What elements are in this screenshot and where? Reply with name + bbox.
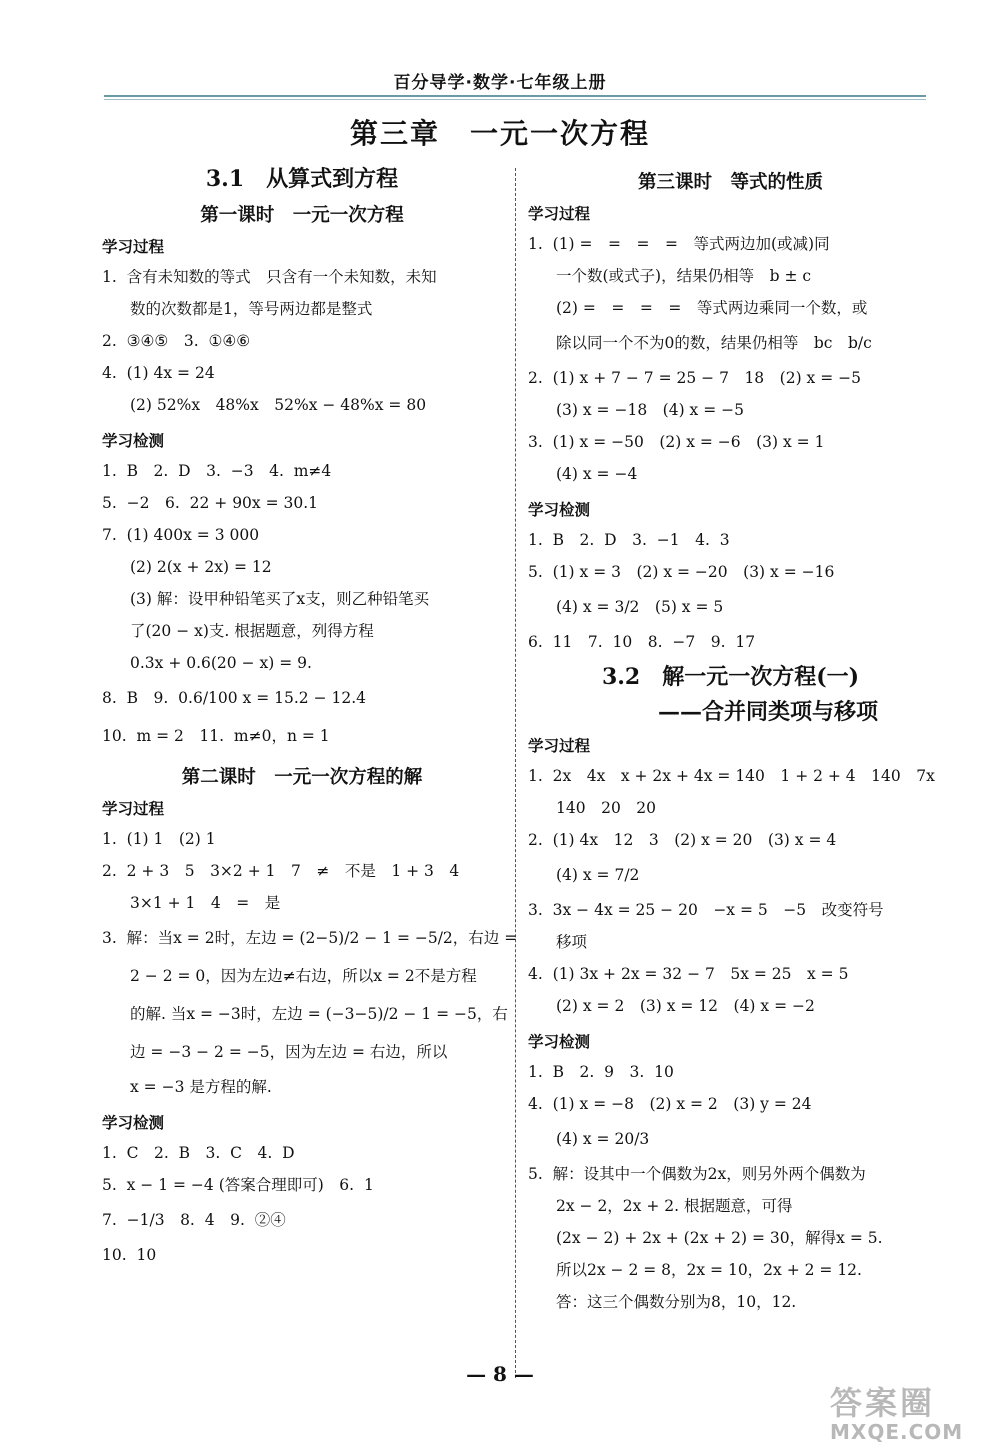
- answer-line: 数的次数都是1，等号两边都是整式: [130, 300, 373, 318]
- answer-line: 7. −1/3 8. 4 9. ②④: [102, 1211, 286, 1229]
- answer-line: 8. B 9. 0.6/100 x = 15.2 − 12.4: [102, 689, 367, 707]
- answer-line: 0.3x + 0.6(20 − x) = 9.: [130, 654, 312, 672]
- answer-line: 7. (1) 400x = 3 000: [102, 526, 260, 544]
- answer-line: 1. 2x 4x x + 2x + 4x = 140 1 + 2 + 4 140 7x: [528, 767, 935, 785]
- answer-line: 2 − 2 = 0，因为左边≠右边，所以x = 2不是方程: [130, 967, 477, 985]
- column-divider: [515, 168, 516, 1378]
- book-header-title: 百分导学·数学·七年级上册: [393, 73, 607, 93]
- answer-line: 140 20 20: [556, 799, 657, 817]
- answer-line: 5. 解：设其中一个偶数为2x，则另外两个偶数为: [528, 1165, 866, 1183]
- answer-line: 5. (1) x = 3 (2) x = −20 (3) x = −16: [528, 563, 835, 581]
- process-label: 学习过程: [528, 737, 591, 755]
- right-column: [528, 160, 933, 1318]
- check-label: 学习检测: [528, 1033, 591, 1051]
- section-title-3-2: 3.2 解一元一次方程(一): [601, 664, 860, 690]
- answer-line: 除以同一个不为0的数，结果仍相等 bc b/c: [556, 334, 872, 352]
- answer-line: 2. (1) x + 7 − 7 = 25 − 7 18 (2) x = −5: [528, 369, 861, 387]
- watermark-logo: [830, 1384, 990, 1444]
- answer-line: 3. (1) x = −50 (2) x = −6 (3) x = 1: [528, 433, 825, 451]
- answer-line: (4) x = 7/2: [556, 866, 640, 884]
- chapter-title: 第三章 一元一次方程: [349, 117, 650, 150]
- answer-line: (2) 2(x + 2x) = 12: [130, 558, 272, 576]
- page-number: — 8 —: [466, 1362, 534, 1386]
- check-label: 学习检测: [528, 501, 591, 519]
- answer-line: 4. (1) 4x = 24: [102, 364, 215, 382]
- answer-line: 4. (1) 3x + 2x = 32 − 7 5x = 25 x = 5: [528, 965, 849, 983]
- answer-line: 6. 11 7. 10 8. −7 9. 17: [528, 633, 756, 651]
- answer-line: (4) x = 3/2 (5) x = 5: [556, 598, 724, 616]
- answer-line: 3×1 + 1 4 = 是: [130, 894, 281, 912]
- answer-line: (2) = = = = 等式两边乘同一个数，或: [556, 299, 868, 317]
- answer-line: (3) 解：设甲种铅笔买了x支，则乙种铅笔买: [130, 590, 430, 608]
- answer-line: 4. (1) x = −8 (2) x = 2 (3) y = 24: [528, 1095, 812, 1113]
- answer-line: 一个数(或式子)，结果仍相等 b ± c: [556, 267, 812, 285]
- answer-line: 1. (1) 1 (2) 1: [102, 830, 216, 848]
- watermark-text: 答案圈: [830, 1384, 936, 1422]
- answer-line: 2. ③④⑤ 3. ①④⑥: [102, 332, 251, 350]
- lesson-title-1: 第一课时 一元一次方程: [200, 205, 404, 226]
- section-subtitle-3-2: ——合并同类项与移项: [657, 699, 878, 725]
- answer-line: 了(20 − x)支. 根据题意，列得方程: [130, 622, 374, 640]
- answer-line: 1. B 2. 9 3. 10: [528, 1063, 674, 1081]
- lesson-title-2: 第二课时 一元一次方程的解: [181, 767, 423, 788]
- left-column: [102, 160, 518, 1271]
- answer-line: 1. B 2. D 3. −1 4. 3: [528, 531, 730, 549]
- answer-line: 所以2x − 2 = 8，2x = 10，2x + 2 = 12.: [556, 1261, 862, 1279]
- answer-line: 5. −2 6. 22 + 90x = 30.1: [102, 494, 319, 512]
- process-label: 学习过程: [102, 238, 165, 256]
- answer-line: x = −3 是方程的解.: [130, 1078, 272, 1096]
- answer-line: (2) x = 2 (3) x = 12 (4) x = −2: [556, 997, 815, 1015]
- answer-line: (4) x = −4: [556, 465, 638, 483]
- process-label: 学习过程: [102, 800, 165, 818]
- answer-line: 10. 10: [102, 1246, 157, 1264]
- check-label: 学习检测: [102, 432, 165, 450]
- answer-line: 10. m = 2 11. m≠0，n = 1: [102, 727, 330, 745]
- answer-line: 1. C 2. B 3. C 4. D: [102, 1144, 295, 1162]
- section-title-3-1: 3.1 从算式到方程: [205, 166, 399, 192]
- answer-line: 1. 含有未知数的等式 只含有一个未知数，未知: [102, 268, 437, 286]
- header-rule-thin: [104, 99, 926, 100]
- answer-line: 答：这三个偶数分别为8，10，12.: [556, 1293, 797, 1311]
- answer-line: 的解. 当x = −3时，左边 = (−3−5)/2 − 1 = −5，右: [130, 1005, 508, 1023]
- process-label: 学习过程: [528, 205, 591, 223]
- watermark-url: MXQE.COM: [830, 1420, 964, 1444]
- answer-line: 2. (1) 4x 12 3 (2) x = 20 (3) x = 4: [528, 831, 837, 849]
- header-rule: [104, 95, 926, 97]
- answer-line: 3. 3x − 4x = 25 − 20 −x = 5 −5 改变符号: [528, 901, 884, 919]
- answer-line: 1. B 2. D 3. −3 4. m≠4: [102, 462, 332, 480]
- lesson-title-3: 第三课时 等式的性质: [637, 172, 823, 193]
- answer-line: (3) x = −18 (4) x = −5: [556, 401, 744, 419]
- answer-line: 边 = −3 − 2 = −5，因为左边 = 右边，所以: [130, 1043, 448, 1061]
- answer-line: (4) x = 20/3: [556, 1130, 650, 1148]
- answer-line: (2) 52%x 48%x 52%x − 48%x = 80: [130, 396, 427, 414]
- answer-line: (2x − 2) + 2x + (2x + 2) = 30，解得x = 5.: [556, 1229, 883, 1247]
- answer-line: 5. x − 1 = −4 (答案合理即可) 6. 1: [102, 1176, 374, 1194]
- answer-line: 移项: [556, 933, 588, 951]
- answer-line: 1. (1) = = = = 等式两边加(或减)同: [528, 235, 830, 253]
- answer-line: 2. 2 + 3 5 3×2 + 1 7 ≠ 不是 1 + 3 4: [102, 862, 460, 880]
- answer-line: 3. 解：当x = 2时，左边 = (2−5)/2 − 1 = −5/2，右边 =: [102, 929, 518, 947]
- check-label: 学习检测: [102, 1114, 165, 1132]
- answer-line: 2x − 2，2x + 2. 根据题意，可得: [556, 1197, 793, 1215]
